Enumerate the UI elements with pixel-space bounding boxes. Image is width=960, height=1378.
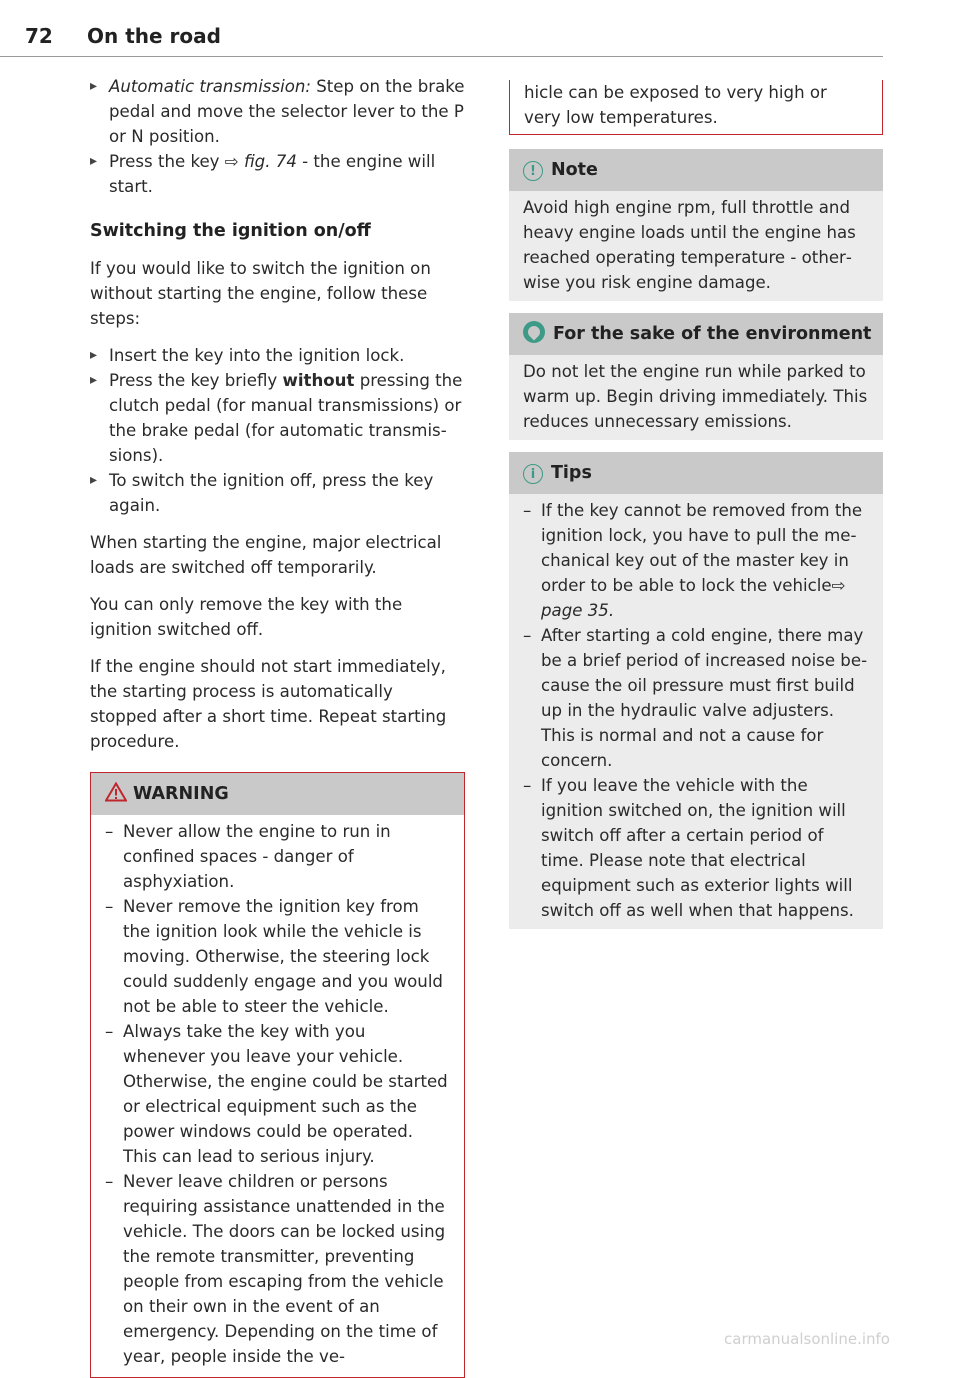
environment-leaf-icon bbox=[523, 321, 545, 343]
ignition-intro: If you would like to switch the ignition on without starting the engine, follow these steps: bbox=[90, 259, 431, 328]
paragraph: You can only remove the key with the ignition switched off. bbox=[90, 595, 403, 639]
watermark: carmanualsonline.info bbox=[724, 1330, 890, 1348]
page-link[interactable]: ⇨ page 35. bbox=[541, 576, 846, 620]
list-item: ▸ Press the key ⇨ fig. 74 - the engine will start. bbox=[90, 149, 465, 199]
tips-list bbox=[523, 498, 869, 923]
environment-title: For the sake of the environment bbox=[553, 324, 872, 344]
tips-header bbox=[509, 452, 883, 494]
ignition-steps-list bbox=[90, 343, 465, 518]
ignition-heading: Switching the ignition on/off bbox=[90, 221, 371, 241]
list-item: ▸ Automatic transmission: Step on the brake pedal and move the selector lever to the P or N position. bbox=[90, 74, 465, 149]
environment-header bbox=[509, 313, 883, 355]
start-steps-list bbox=[90, 74, 465, 199]
list-item: – If you leave the vehicle with the ignition switched on, the ignition will switch off after a certain period of time. Please note that electrical equipment such as exterior lights will switch off as well when that happens. bbox=[523, 773, 869, 923]
note-box bbox=[509, 149, 883, 301]
tips-body bbox=[509, 494, 883, 929]
list-item: – Never allow the engine to run in confined spaces - danger of asphyxiation. bbox=[105, 819, 450, 894]
list-item: ▸ Insert the key into the ignition lock. bbox=[90, 343, 465, 368]
list-item: – Always take the key with you whenever you leave your vehicle. Otherwise, the engine could be started or electrical equipment such as the power windows could be operated. This can lead to serious injury. bbox=[105, 1019, 450, 1169]
note-header bbox=[509, 149, 883, 191]
warning-header bbox=[91, 773, 464, 815]
note-title: Note bbox=[551, 160, 598, 180]
right-column bbox=[509, 80, 883, 941]
list-item: – Never leave children or persons requiring assistance unattended in the vehicle. The doors can be locked using the remote transmitter, preventing people from escaping from the vehicle on their own in the event of an emergency. Depending on the time of year, people inside the ve- bbox=[105, 1169, 450, 1369]
warning-box bbox=[90, 772, 465, 1378]
info-icon: i bbox=[523, 464, 543, 484]
page-header bbox=[0, 22, 883, 57]
paragraph: When starting the engine, major electrical loads are switched off temporarily. bbox=[90, 533, 442, 577]
list-item: – If the key cannot be removed from the ignition lock, you have to pull the mechanical key out of the master key in order to be able to lock the vehicle⇨ page 35. bbox=[523, 498, 869, 623]
warning-list bbox=[105, 819, 450, 1369]
list-item: ▸ To switch the ignition off, press the key again. bbox=[90, 468, 465, 518]
page-number: 72 bbox=[25, 24, 53, 48]
warning-triangle-icon bbox=[105, 782, 127, 802]
tips-box bbox=[509, 452, 883, 929]
list-item: – Never remove the ignition key from the ignition look while the vehicle is moving. Otherwise, the steering lock could suddenly engage and you would not be able to steer the vehicle. bbox=[105, 894, 450, 1019]
section-title: On the road bbox=[87, 24, 221, 48]
list-item: – After starting a cold engine, there may be a brief period of increased noise because the oil pressure must first build up in the hydraulic valve adjusters. This is normal and not a cause for concern. bbox=[523, 623, 869, 773]
exclamation-icon: ! bbox=[523, 161, 543, 181]
figure-link[interactable]: ⇨ fig. 74 bbox=[224, 152, 297, 171]
environment-box bbox=[509, 313, 883, 440]
list-item: ▸ Press the key briefly without pressing the clutch pedal (for manual transmissions) or the brake pedal (for automatic transmissions). bbox=[90, 368, 465, 468]
paragraph: If the engine should not start immediately, the starting process is automatically stopped after a short time. Repeat starting procedure. bbox=[90, 657, 447, 751]
warning-body bbox=[91, 815, 464, 1377]
environment-body: Do not let the engine run while parked to warm up. Begin driving immediately. This reduces unnecessary emissions. bbox=[523, 362, 868, 431]
tips-title: Tips bbox=[551, 463, 592, 483]
left-column bbox=[90, 74, 465, 1378]
warning-continuation: hicle can be exposed to very high or very low temperatures. bbox=[509, 80, 883, 135]
note-body: Avoid high engine rpm, full throttle and heavy engine loads until the engine has reached operating temperature - otherwise you risk engine damage. bbox=[523, 198, 856, 292]
warning-title: WARNING bbox=[133, 784, 229, 804]
